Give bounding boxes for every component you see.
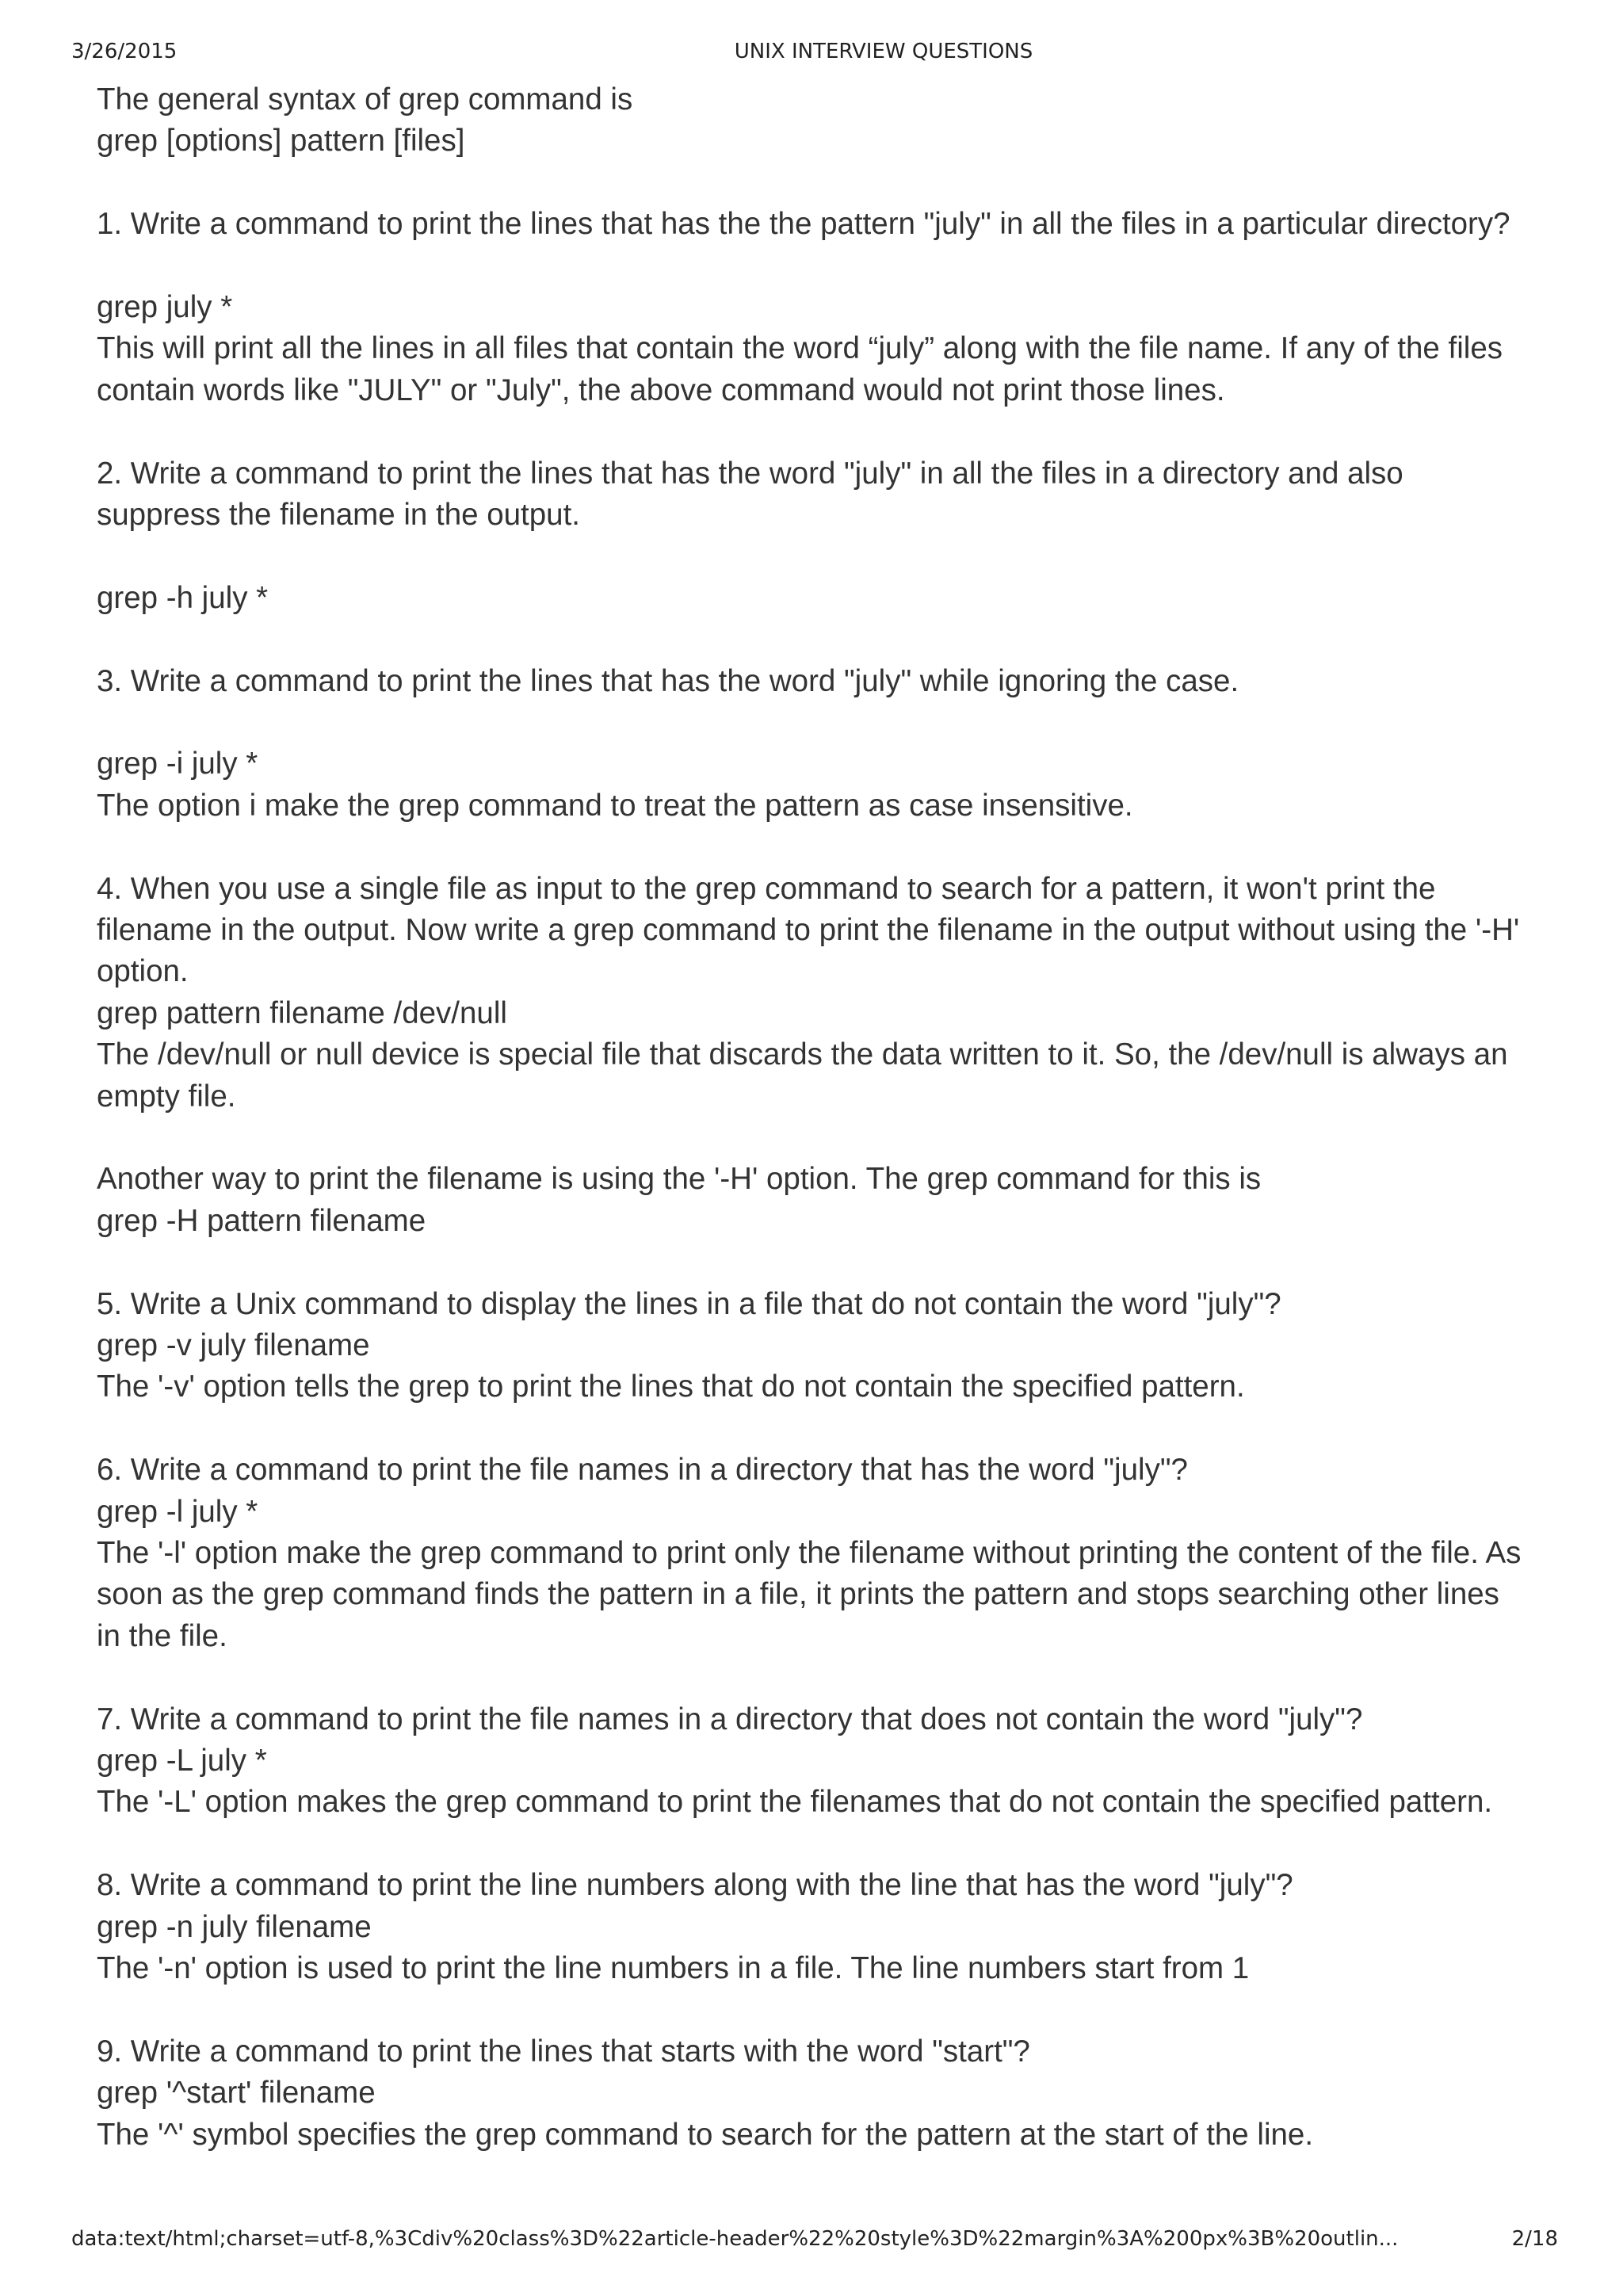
explanation-1: This will print all the lines in all files that contain the word “july” along with the file name. If any of the files	[97, 331, 1503, 366]
command-7: grep -L july *	[97, 1744, 267, 1778]
question-7: 7. Write a command to print the file names in a directory that does not contain the word "july"?	[97, 1702, 1363, 1736]
document-title: UNIX INTERVIEW QUESTIONS	[734, 40, 1033, 63]
explanation-6: The '-l' option make the grep command to print only the filename without printing the content of the file. As	[97, 1536, 1522, 1571]
question-8: 8. Write a command to print the line numbers along with the line that has the word "july"?	[97, 1868, 1293, 1903]
page-number: 2/18	[1511, 2227, 1558, 2251]
explanation-8: The '-n' option is used to print the line numbers in a file. The line numbers start from 1	[97, 1951, 1250, 1986]
question-1: 1. Write a command to print the lines that has the the pattern "july" in all the files in a particular directory?	[97, 207, 1510, 242]
explanation-5: The '-v' option tells the grep to print the lines that do not contain the specified pattern.	[97, 1370, 1245, 1404]
question-9: 9. Write a command to print the lines that starts with the word "start"?	[97, 2034, 1030, 2069]
question-2: suppress the filename in the output.	[97, 498, 580, 533]
question-5: 5. Write a Unix command to display the lines in a file that do not contain the word "july"?	[97, 1286, 1281, 1321]
question-6: 6. Write a command to print the file names in a directory that has the word "july"?	[97, 1453, 1188, 1488]
question-4: filename in the output. Now write a grep command to print the filename in the output without using the '-H'	[97, 913, 1520, 948]
question-2: 2. Write a command to print the lines that has the word "july" in all the files in a directory and also	[97, 456, 1403, 491]
question-3: 3. Write a command to print the lines that has the word "july" while ignoring the case.	[97, 663, 1239, 698]
explanation-4: empty file.	[97, 1079, 236, 1114]
explanation-4: The /dev/null or null device is special file that discards the data written to it. So, the /dev/null is always an	[97, 1037, 1508, 1072]
explanation-3: The option i make the grep command to treat the pattern as case insensitive.	[97, 788, 1133, 823]
explanation-6: soon as the grep command finds the pattern in a file, it prints the pattern and stops searching other lines	[97, 1577, 1499, 1612]
command-8: grep -n july filename	[97, 1909, 372, 1944]
command-6: grep -l july *	[97, 1494, 258, 1529]
explanation-1: contain words like "JULY" or "July", the above command would not print those lines.	[97, 372, 1225, 407]
article-body	[97, 79, 1555, 2156]
command-1: grep july *	[97, 290, 233, 324]
syntax-line: grep [options] pattern [files]	[97, 124, 465, 159]
question-4: option.	[97, 954, 189, 989]
print-date: 3/26/2015	[71, 40, 178, 63]
explanation-7: The '-L' option makes the grep command to print the filenames that do not contain the specified pattern.	[97, 1785, 1493, 1820]
explanation-9: The '^' symbol specifies the grep command to search for the pattern at the start of the line.	[97, 2117, 1314, 2152]
alternative-command-4: grep -H pattern filename	[97, 1203, 426, 1238]
command-5: grep -v july filename	[97, 1328, 370, 1363]
explanation-6: in the file.	[97, 1618, 227, 1653]
alternative-4: Another way to print the filename is using the '-H' option. The grep command for this is	[97, 1162, 1262, 1197]
command-2: grep -h july *	[97, 580, 269, 615]
intro-line: The general syntax of grep command is	[97, 82, 633, 117]
command-9: grep '^start' filename	[97, 2076, 376, 2111]
command-3: grep -i july *	[97, 747, 258, 781]
question-4: 4. When you use a single file as input to the grep command to search for a pattern, it won't print the	[97, 871, 1436, 906]
command-4: grep pattern filename /dev/null	[97, 995, 507, 1030]
source-url: data:text/html;charset=utf-8,%3Cdiv%20class%3D%22article-header%22%20style%3D%22margin%3A%200px%3B%20outlin...	[71, 2227, 1399, 2251]
print-footer	[0, 2227, 1623, 2275]
